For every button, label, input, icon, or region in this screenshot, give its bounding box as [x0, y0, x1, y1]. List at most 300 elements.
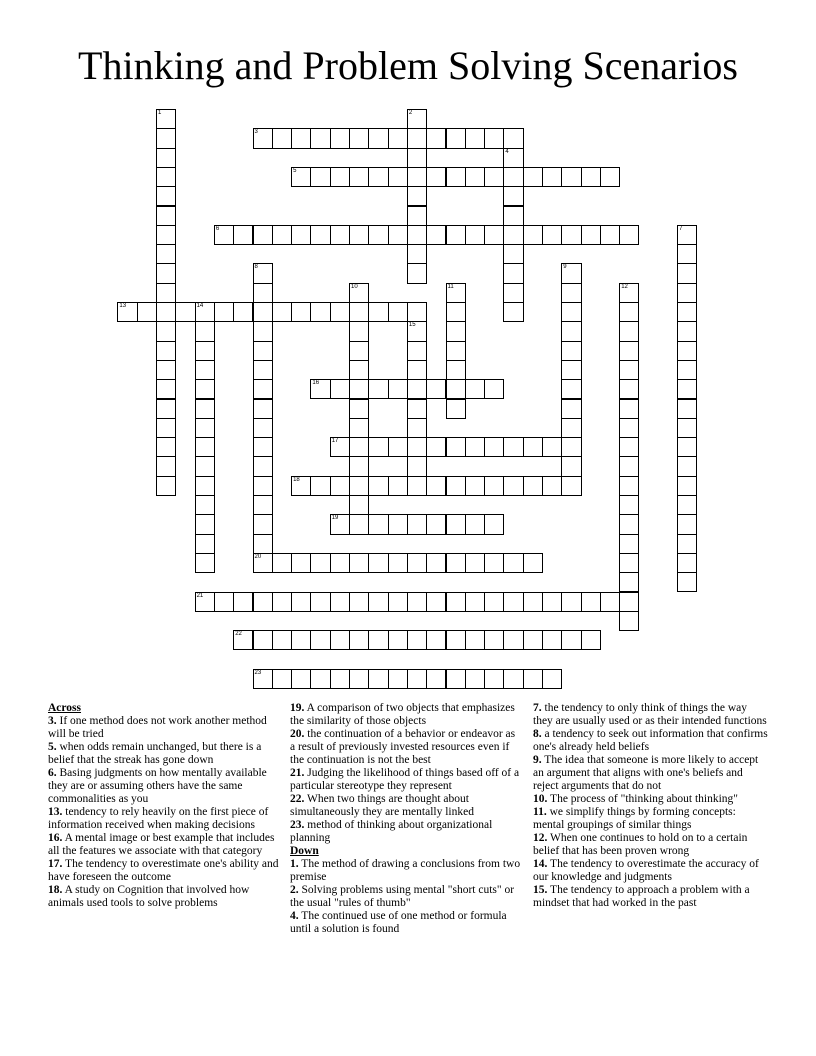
grid-cell[interactable]: [619, 572, 639, 592]
grid-cell[interactable]: [407, 244, 427, 264]
grid-cell[interactable]: [388, 225, 408, 245]
grid-cell[interactable]: [446, 669, 466, 689]
grid-cell[interactable]: [407, 148, 427, 168]
grid-cell[interactable]: [272, 630, 292, 650]
grid-cell[interactable]: [426, 379, 446, 399]
grid-cell[interactable]: [349, 514, 369, 534]
grid-cell[interactable]: [310, 302, 330, 322]
grid-cell[interactable]: [561, 225, 581, 245]
grid-cell[interactable]: [523, 553, 543, 573]
grid-cell[interactable]: [253, 360, 273, 380]
grid-cell[interactable]: [349, 341, 369, 361]
grid-cell[interactable]: [677, 553, 697, 573]
grid-cell[interactable]: [310, 553, 330, 573]
grid-cell[interactable]: [195, 437, 215, 457]
grid-cell[interactable]: [542, 592, 562, 612]
grid-cell[interactable]: [253, 514, 273, 534]
grid-cell[interactable]: [503, 167, 523, 187]
grid-cell[interactable]: [600, 225, 620, 245]
grid-cell[interactable]: [291, 476, 311, 496]
grid-cell[interactable]: [407, 321, 427, 341]
grid-cell[interactable]: [388, 476, 408, 496]
grid-cell[interactable]: [272, 225, 292, 245]
grid-cell[interactable]: [484, 437, 504, 457]
grid-cell[interactable]: [407, 360, 427, 380]
grid-cell[interactable]: [542, 167, 562, 187]
grid-cell[interactable]: [426, 476, 446, 496]
grid-cell[interactable]: [195, 379, 215, 399]
grid-cell[interactable]: [503, 283, 523, 303]
grid-cell[interactable]: [195, 514, 215, 534]
grid-cell[interactable]: [619, 592, 639, 612]
grid-cell[interactable]: [156, 128, 176, 148]
grid-cell[interactable]: [253, 418, 273, 438]
grid-cell[interactable]: [310, 476, 330, 496]
grid-cell[interactable]: [561, 167, 581, 187]
grid-cell[interactable]: [330, 128, 350, 148]
grid-cell[interactable]: [156, 456, 176, 476]
grid-cell[interactable]: [523, 437, 543, 457]
grid-cell[interactable]: [465, 128, 485, 148]
grid-cell[interactable]: [156, 321, 176, 341]
grid-cell[interactable]: [407, 167, 427, 187]
grid-cell[interactable]: [407, 186, 427, 206]
grid-cell[interactable]: [426, 630, 446, 650]
grid-cell[interactable]: [407, 669, 427, 689]
grid-cell[interactable]: [291, 630, 311, 650]
grid-cell[interactable]: [195, 456, 215, 476]
grid-cell[interactable]: [407, 476, 427, 496]
grid-cell[interactable]: [388, 302, 408, 322]
grid-cell[interactable]: [503, 669, 523, 689]
grid-cell[interactable]: [214, 592, 234, 612]
grid-cell[interactable]: [349, 456, 369, 476]
grid-cell[interactable]: [330, 437, 350, 457]
grid-cell[interactable]: [407, 225, 427, 245]
grid-cell[interactable]: [368, 167, 388, 187]
grid-cell[interactable]: [156, 225, 176, 245]
grid-cell[interactable]: [619, 456, 639, 476]
grid-cell[interactable]: [349, 553, 369, 573]
grid-cell[interactable]: [330, 302, 350, 322]
grid-cell[interactable]: [561, 263, 581, 283]
grid-cell[interactable]: [291, 167, 311, 187]
grid-cell[interactable]: [349, 283, 369, 303]
grid-cell[interactable]: [619, 360, 639, 380]
grid-cell[interactable]: [426, 437, 446, 457]
grid-cell[interactable]: [484, 225, 504, 245]
grid-cell[interactable]: [407, 128, 427, 148]
grid-cell[interactable]: [465, 476, 485, 496]
grid-cell[interactable]: [330, 476, 350, 496]
grid-cell[interactable]: [349, 630, 369, 650]
grid-cell[interactable]: [503, 437, 523, 457]
grid-cell[interactable]: [446, 514, 466, 534]
grid-cell[interactable]: [503, 592, 523, 612]
grid-cell[interactable]: [600, 167, 620, 187]
grid-cell[interactable]: [561, 360, 581, 380]
grid-cell[interactable]: [195, 321, 215, 341]
grid-cell[interactable]: [349, 495, 369, 515]
grid-cell[interactable]: [253, 437, 273, 457]
grid-cell[interactable]: [407, 341, 427, 361]
grid-cell[interactable]: [368, 669, 388, 689]
grid-cell[interactable]: [253, 553, 273, 573]
grid-cell[interactable]: [388, 669, 408, 689]
grid-cell[interactable]: [253, 495, 273, 515]
grid-cell[interactable]: [426, 669, 446, 689]
grid-cell[interactable]: [388, 437, 408, 457]
grid-cell[interactable]: [330, 630, 350, 650]
grid-cell[interactable]: [407, 302, 427, 322]
grid-cell[interactable]: [503, 263, 523, 283]
grid-cell[interactable]: [426, 592, 446, 612]
grid-cell[interactable]: [253, 592, 273, 612]
grid-cell[interactable]: [446, 225, 466, 245]
grid-cell[interactable]: [349, 379, 369, 399]
grid-cell[interactable]: [368, 128, 388, 148]
grid-cell[interactable]: [619, 534, 639, 554]
grid-cell[interactable]: [484, 514, 504, 534]
grid-cell[interactable]: [619, 341, 639, 361]
grid-cell[interactable]: [465, 379, 485, 399]
grid-cell[interactable]: [272, 553, 292, 573]
grid-cell[interactable]: [195, 592, 215, 612]
grid-cell[interactable]: [388, 167, 408, 187]
grid-cell[interactable]: [677, 283, 697, 303]
grid-cell[interactable]: [503, 148, 523, 168]
grid-cell[interactable]: [407, 418, 427, 438]
grid-cell[interactable]: [310, 592, 330, 612]
grid-cell[interactable]: [446, 630, 466, 650]
grid-cell[interactable]: [117, 302, 137, 322]
grid-cell[interactable]: [195, 360, 215, 380]
grid-cell[interactable]: [349, 167, 369, 187]
grid-cell[interactable]: [619, 399, 639, 419]
grid-cell[interactable]: [677, 244, 697, 264]
grid-cell[interactable]: [677, 302, 697, 322]
grid-cell[interactable]: [195, 553, 215, 573]
grid-cell[interactable]: [446, 321, 466, 341]
grid-cell[interactable]: [388, 128, 408, 148]
grid-cell[interactable]: [561, 302, 581, 322]
grid-cell[interactable]: [561, 418, 581, 438]
grid-cell[interactable]: [253, 476, 273, 496]
grid-cell[interactable]: [156, 109, 176, 129]
grid-cell[interactable]: [272, 128, 292, 148]
grid-cell[interactable]: [291, 225, 311, 245]
grid-cell[interactable]: [484, 553, 504, 573]
grid-cell[interactable]: [446, 341, 466, 361]
grid-cell[interactable]: [677, 476, 697, 496]
grid-cell[interactable]: [175, 302, 195, 322]
grid-cell[interactable]: [195, 534, 215, 554]
grid-cell[interactable]: [388, 630, 408, 650]
grid-cell[interactable]: [503, 244, 523, 264]
grid-cell[interactable]: [407, 514, 427, 534]
grid-cell[interactable]: [388, 592, 408, 612]
grid-cell[interactable]: [503, 186, 523, 206]
grid-cell[interactable]: [484, 630, 504, 650]
grid-cell[interactable]: [426, 167, 446, 187]
grid-cell[interactable]: [619, 437, 639, 457]
grid-cell[interactable]: [619, 321, 639, 341]
grid-cell[interactable]: [310, 630, 330, 650]
grid-cell[interactable]: [330, 669, 350, 689]
grid-cell[interactable]: [156, 263, 176, 283]
grid-cell[interactable]: [330, 592, 350, 612]
grid-cell[interactable]: [156, 244, 176, 264]
grid-cell[interactable]: [677, 534, 697, 554]
grid-cell[interactable]: [291, 553, 311, 573]
grid-cell[interactable]: [446, 379, 466, 399]
grid-cell[interactable]: [581, 592, 601, 612]
grid-cell[interactable]: [253, 283, 273, 303]
grid-cell[interactable]: [446, 476, 466, 496]
grid-cell[interactable]: [677, 456, 697, 476]
grid-cell[interactable]: [291, 302, 311, 322]
grid-cell[interactable]: [581, 630, 601, 650]
grid-cell[interactable]: [542, 630, 562, 650]
grid-cell[interactable]: [407, 109, 427, 129]
grid-cell[interactable]: [310, 128, 330, 148]
grid-cell[interactable]: [523, 476, 543, 496]
grid-cell[interactable]: [349, 669, 369, 689]
grid-cell[interactable]: [156, 167, 176, 187]
grid-cell[interactable]: [677, 225, 697, 245]
grid-cell[interactable]: [349, 418, 369, 438]
grid-cell[interactable]: [677, 495, 697, 515]
grid-cell[interactable]: [677, 437, 697, 457]
grid-cell[interactable]: [484, 379, 504, 399]
grid-cell[interactable]: [349, 592, 369, 612]
grid-cell[interactable]: [253, 379, 273, 399]
grid-cell[interactable]: [446, 360, 466, 380]
grid-cell[interactable]: [156, 379, 176, 399]
grid-cell[interactable]: [233, 302, 253, 322]
grid-cell[interactable]: [253, 534, 273, 554]
grid-cell[interactable]: [503, 302, 523, 322]
grid-cell[interactable]: [619, 476, 639, 496]
grid-cell[interactable]: [523, 167, 543, 187]
grid-cell[interactable]: [156, 418, 176, 438]
grid-cell[interactable]: [349, 321, 369, 341]
grid-cell[interactable]: [407, 553, 427, 573]
grid-cell[interactable]: [233, 225, 253, 245]
grid-cell[interactable]: [137, 302, 157, 322]
grid-cell[interactable]: [310, 167, 330, 187]
grid-cell[interactable]: [523, 225, 543, 245]
grid-cell[interactable]: [407, 456, 427, 476]
grid-cell[interactable]: [368, 553, 388, 573]
grid-cell[interactable]: [446, 283, 466, 303]
grid-cell[interactable]: [619, 495, 639, 515]
grid-cell[interactable]: [253, 128, 273, 148]
grid-cell[interactable]: [156, 341, 176, 361]
grid-cell[interactable]: [542, 225, 562, 245]
grid-cell[interactable]: [253, 399, 273, 419]
grid-cell[interactable]: [446, 302, 466, 322]
grid-cell[interactable]: [253, 225, 273, 245]
grid-cell[interactable]: [619, 514, 639, 534]
grid-cell[interactable]: [465, 669, 485, 689]
grid-cell[interactable]: [407, 263, 427, 283]
grid-cell[interactable]: [561, 456, 581, 476]
grid-cell[interactable]: [195, 495, 215, 515]
grid-cell[interactable]: [465, 630, 485, 650]
grid-cell[interactable]: [484, 669, 504, 689]
grid-cell[interactable]: [561, 399, 581, 419]
grid-cell[interactable]: [272, 669, 292, 689]
grid-cell[interactable]: [330, 379, 350, 399]
grid-cell[interactable]: [446, 437, 466, 457]
grid-cell[interactable]: [349, 128, 369, 148]
grid-cell[interactable]: [446, 592, 466, 612]
grid-cell[interactable]: [619, 225, 639, 245]
grid-cell[interactable]: [156, 302, 176, 322]
grid-cell[interactable]: [156, 186, 176, 206]
grid-cell[interactable]: [407, 399, 427, 419]
grid-cell[interactable]: [426, 514, 446, 534]
grid-cell[interactable]: [561, 437, 581, 457]
grid-cell[interactable]: [388, 379, 408, 399]
grid-cell[interactable]: [214, 302, 234, 322]
grid-cell[interactable]: [195, 399, 215, 419]
grid-cell[interactable]: [310, 225, 330, 245]
grid-cell[interactable]: [368, 302, 388, 322]
grid-cell[interactable]: [465, 167, 485, 187]
grid-cell[interactable]: [156, 399, 176, 419]
grid-cell[interactable]: [349, 360, 369, 380]
grid-cell[interactable]: [368, 514, 388, 534]
grid-cell[interactable]: [619, 611, 639, 631]
grid-cell[interactable]: [465, 514, 485, 534]
grid-cell[interactable]: [561, 379, 581, 399]
grid-cell[interactable]: [253, 302, 273, 322]
grid-cell[interactable]: [484, 128, 504, 148]
grid-cell[interactable]: [619, 379, 639, 399]
grid-cell[interactable]: [330, 167, 350, 187]
grid-cell[interactable]: [503, 553, 523, 573]
grid-cell[interactable]: [349, 302, 369, 322]
grid-cell[interactable]: [368, 225, 388, 245]
grid-cell[interactable]: [446, 128, 466, 148]
grid-cell[interactable]: [581, 225, 601, 245]
grid-cell[interactable]: [253, 456, 273, 476]
grid-cell[interactable]: [330, 225, 350, 245]
grid-cell[interactable]: [156, 148, 176, 168]
grid-cell[interactable]: [156, 437, 176, 457]
grid-cell[interactable]: [233, 630, 253, 650]
grid-cell[interactable]: [253, 669, 273, 689]
grid-cell[interactable]: [368, 592, 388, 612]
grid-cell[interactable]: [677, 341, 697, 361]
grid-cell[interactable]: [426, 128, 446, 148]
grid-cell[interactable]: [503, 128, 523, 148]
grid-cell[interactable]: [253, 321, 273, 341]
grid-cell[interactable]: [523, 669, 543, 689]
grid-cell[interactable]: [542, 476, 562, 496]
grid-cell[interactable]: [368, 476, 388, 496]
grid-cell[interactable]: [195, 476, 215, 496]
grid-cell[interactable]: [446, 167, 466, 187]
grid-cell[interactable]: [561, 592, 581, 612]
grid-cell[interactable]: [446, 399, 466, 419]
grid-cell[interactable]: [368, 379, 388, 399]
grid-cell[interactable]: [349, 476, 369, 496]
grid-cell[interactable]: [156, 360, 176, 380]
grid-cell[interactable]: [484, 167, 504, 187]
grid-cell[interactable]: [600, 592, 620, 612]
grid-cell[interactable]: [677, 399, 697, 419]
grid-cell[interactable]: [503, 206, 523, 226]
grid-cell[interactable]: [561, 341, 581, 361]
grid-cell[interactable]: [156, 283, 176, 303]
grid-cell[interactable]: [503, 225, 523, 245]
grid-cell[interactable]: [446, 553, 466, 573]
grid-cell[interactable]: [561, 321, 581, 341]
grid-cell[interactable]: [407, 379, 427, 399]
grid-cell[interactable]: [310, 669, 330, 689]
grid-cell[interactable]: [561, 630, 581, 650]
grid-cell[interactable]: [233, 592, 253, 612]
grid-cell[interactable]: [523, 592, 543, 612]
grid-cell[interactable]: [465, 592, 485, 612]
grid-cell[interactable]: [291, 669, 311, 689]
grid-cell[interactable]: [330, 514, 350, 534]
grid-cell[interactable]: [503, 476, 523, 496]
grid-cell[interactable]: [195, 302, 215, 322]
grid-cell[interactable]: [523, 630, 543, 650]
grid-cell[interactable]: [368, 437, 388, 457]
grid-cell[interactable]: [561, 476, 581, 496]
grid-cell[interactable]: [253, 630, 273, 650]
grid-cell[interactable]: [330, 553, 350, 573]
grid-cell[interactable]: [368, 630, 388, 650]
grid-cell[interactable]: [156, 206, 176, 226]
grid-cell[interactable]: [484, 476, 504, 496]
grid-cell[interactable]: [619, 418, 639, 438]
grid-cell[interactable]: [619, 553, 639, 573]
grid-cell[interactable]: [581, 167, 601, 187]
grid-cell[interactable]: [310, 379, 330, 399]
grid-cell[interactable]: [156, 476, 176, 496]
grid-cell[interactable]: [407, 206, 427, 226]
grid-cell[interactable]: [349, 399, 369, 419]
grid-cell[interactable]: [291, 592, 311, 612]
grid-cell[interactable]: [272, 592, 292, 612]
grid-cell[interactable]: [253, 263, 273, 283]
grid-cell[interactable]: [349, 225, 369, 245]
grid-cell[interactable]: [465, 437, 485, 457]
grid-cell[interactable]: [677, 321, 697, 341]
grid-cell[interactable]: [484, 592, 504, 612]
grid-cell[interactable]: [195, 418, 215, 438]
grid-cell[interactable]: [503, 630, 523, 650]
grid-cell[interactable]: [465, 225, 485, 245]
grid-cell[interactable]: [542, 437, 562, 457]
grid-cell[interactable]: [253, 341, 273, 361]
grid-cell[interactable]: [561, 283, 581, 303]
grid-cell[interactable]: [677, 379, 697, 399]
grid-cell[interactable]: [407, 592, 427, 612]
grid-cell[interactable]: [407, 437, 427, 457]
grid-cell[interactable]: [426, 225, 446, 245]
grid-cell[interactable]: [619, 283, 639, 303]
grid-cell[interactable]: [542, 669, 562, 689]
grid-cell[interactable]: [407, 630, 427, 650]
grid-cell[interactable]: [677, 418, 697, 438]
